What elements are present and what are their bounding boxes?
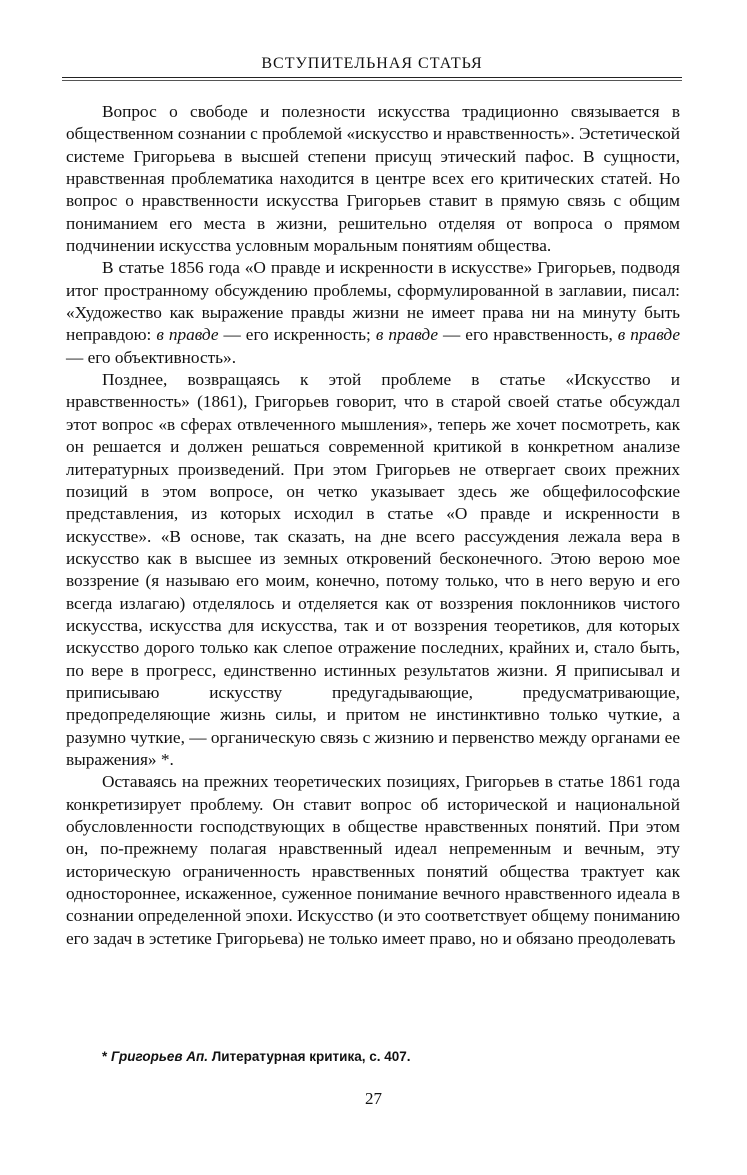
paragraph-3: Позднее, возвращаясь к этой проблеме в статье «Искусство и нравственность» (1861), Григорьев говорит, что в старой своей статье обсуждал этот вопрос «в сферах отвлеченного мышления», теперь же хочет посмотреть, как он решается и должен решаться современной критикой в конкретном анализе литературных произведений. При этом Григорьев не отвергает своих прежних позиций в этом вопросе, он четко указывает здесь же общефилософские представления, из которых исходил в статье «О правде и искренности в искусстве». «В основе, так сказать, на дне всего рассуждения лежала вера в искусство как в высшее из земных откровений бесконечного. Этою верою мое воззрение (я называю его моим, конечно, потому только, что в него верую и его всегда излагаю) отделялось и отделяется как от воззрения поклонников чистого искусства, искусства для искусства, так и от воззрения теоретиков, для которых искусство дорого только как слепое отражение последних, крайних и, стало быть, по вере в прогресс, единственно истинных результатов жизни. Я приписывал и приписываю искусству предугадывающие, предусматривающие, предопределяющие жизнь силы, и притом не инстинктивно только чуткие, а разумно чуткие, — органическую связь с жизнию и первенство между органами ее выражения» *. xyxy=(66,370,680,769)
paragraph-2-italic-1: в правде xyxy=(156,325,219,345)
paragraph-2-part-2: — его искренность; xyxy=(218,325,376,345)
running-head: ВСТУПИТЕЛЬНАЯ СТАТЬЯ xyxy=(261,55,483,72)
footnote-source: Литературная критика, с. 407. xyxy=(211,1049,411,1064)
footnote-author: Григорьев Ап. xyxy=(111,1049,209,1064)
paragraph-2-part-4: — его объективность». xyxy=(66,347,237,367)
paragraph-2-part-3: — его нравственность, xyxy=(438,325,618,345)
paragraph-2-italic-3: в правде xyxy=(617,325,680,345)
paragraph-2 xyxy=(66,257,680,369)
header-rule xyxy=(62,77,682,78)
header-rule-thin xyxy=(62,80,682,81)
main-text xyxy=(66,101,680,950)
paragraph-2-italic-2: в правде xyxy=(375,325,439,345)
footnote xyxy=(102,1048,662,1066)
paragraph-1: Вопрос о свободе и полезности искусства традиционно связывается в общественном сознании с проблемой «искусство и нравственность». Эстетической системе Григорьева в высшей степени присущ этический пафос. В сущности, нравственная проблематика находится в центре всех его критических статей. Но вопрос о нравственности искусства Григорьев ставит в прямую связь с общим пониманием его места в жизни, решительно отделяя от вопроса о прямом подчинении искусства условным моральным понятиям общества. xyxy=(66,102,680,256)
footnote-marker: * xyxy=(102,1049,108,1064)
page-number: 27 xyxy=(365,1089,382,1108)
paragraph-2-part-1: В статье 1856 года «О правде и искренности в искусстве» Григорьев, подводя итог пространному обсуждению проблемы, сформулированной в заглавии, писал: «Художество как выражение правды жизни не имеет права ни на минуту быть неправдою: xyxy=(66,258,680,345)
paragraph-4: Оставаясь на прежних теоретических позициях, Григорьев в статье 1861 года конкретизирует проблему. Он ставит вопрос об исторической и национальной обусловленности господствующих в обществе нравственных понятий. При этом он, по-прежнему полагая нравственный идеал непременным и вечным, эту историческую ограниченность нравственных понятий общества трактует как одностороннее, искаженное, суженное понимание вечного нравственного идеала в сознании определенной эпохи. Искусство (и это соответствует общему пониманию его задач в эстетике Григорьева) не только имеет право, но и обязано преодолевать xyxy=(66,772,680,948)
